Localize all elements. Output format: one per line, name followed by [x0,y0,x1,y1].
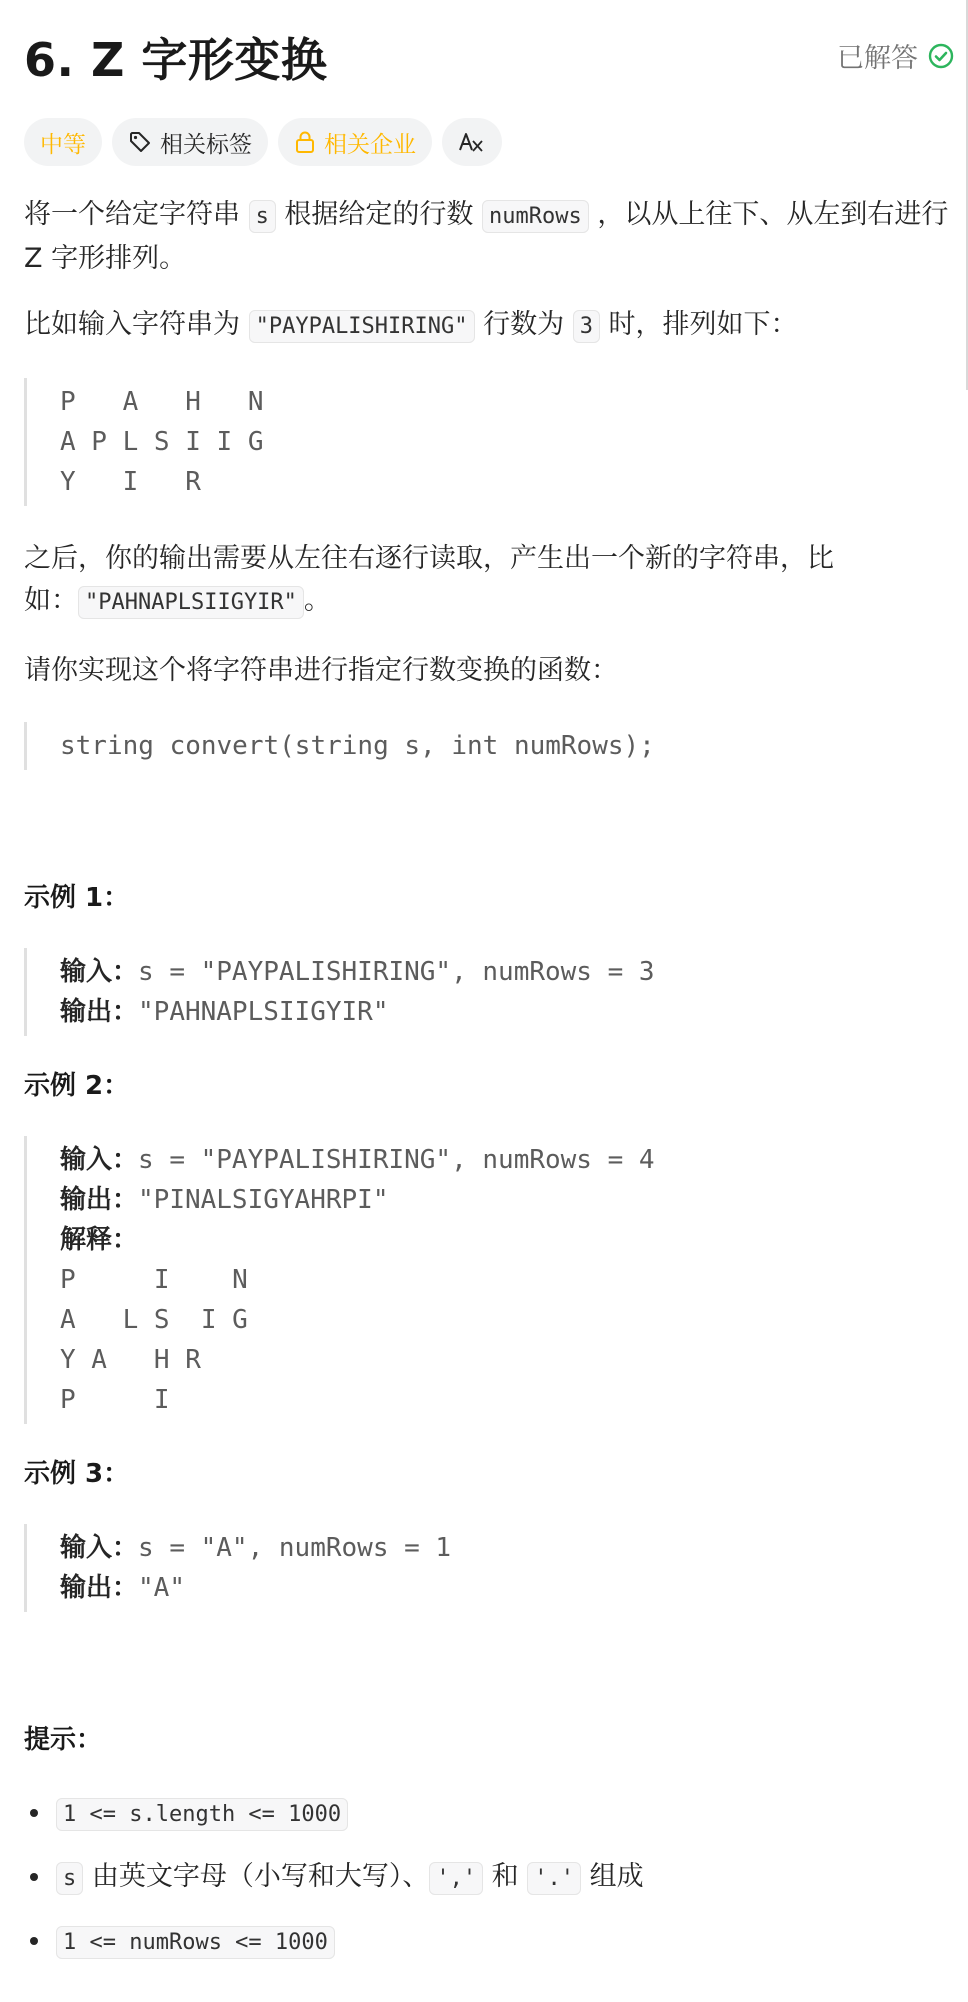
related-tags-label: 相关标签 [160,131,252,158]
hints-title: 提示： [24,1725,103,1755]
example-1-title: 示例 1： [24,883,130,913]
list-item [24,1792,954,1836]
inline-code: 1 <= numRows <= 1000 [56,1926,335,1959]
translate-button[interactable] [442,118,502,166]
lock-icon [294,130,316,154]
translate-icon [458,130,486,154]
list-item: s 由英文字母（小写和大写）、 ',' 和 '.' 组成 [24,1856,954,1900]
tag-row [24,118,954,166]
difficulty-badge [24,118,102,166]
solved-label: 已解答 [837,43,918,74]
related-tags-button[interactable] [112,118,268,166]
page-title: 6. Z 字形变换 [24,33,328,87]
inline-code: "PAHNAPLSIIGYIR" [78,586,304,619]
difficulty-label: 中等 [40,131,86,158]
hints-list [24,1792,954,1964]
check-circle-icon [928,43,954,69]
solved-status [837,36,954,75]
inline-code: numRows [482,200,589,233]
example-2-title: 示例 2： [24,1071,130,1101]
inline-code: s [249,200,276,233]
related-companies-button[interactable] [278,118,432,166]
function-signature-block: string convert(string s, int numRows); [24,722,954,770]
list-item [24,1920,954,1964]
description-paragraph: 比如输入字符串为 "PAYPALISHIRING" 行数为 3 时，排列如下： [24,304,954,348]
example-3-block: 输入：s = "A", numRows = 1 输出："A" [24,1524,954,1612]
example-1-block: 输入：s = "PAYPALISHIRING", numRows = 3 输出："PAHNAPLSIIGYIR" [24,948,954,1036]
inline-code: 1 <= s.length <= 1000 [56,1798,348,1831]
description-paragraph: 之后，你的输出需要从左往右逐行读取，产生出一个新的字符串，比如： "PAHNAPLSIIGYIR" 。 [24,538,954,624]
zigzag-example-block: P A H N A P L S I I G Y I R [24,378,954,506]
related-companies-label: 相关企业 [324,131,416,158]
inline-code: 3 [573,310,600,343]
tag-icon [128,130,152,154]
description-paragraph: 将一个给定字符串 s 根据给定的行数 numRows ，以从上往下、从左到右进行 Z 字形排列。 [24,199,949,274]
title-row [24,0,954,108]
inline-code: '.' [527,1862,581,1895]
example-3-title: 示例 3： [24,1459,130,1489]
inline-code: "PAYPALISHIRING" [249,310,475,343]
inline-code: s [56,1862,83,1895]
example-2-block: 输入：s = "PAYPALISHIRING", numRows = 4 输出："PINALSIGYAHRPI" 解释： P I N A L S I G Y A H R P I [24,1136,954,1424]
problem-content [24,0,954,1984]
inline-code: ',' [429,1862,483,1895]
description-paragraph: 请你实现这个将字符串进行指定行数变换的函数： [24,655,618,686]
